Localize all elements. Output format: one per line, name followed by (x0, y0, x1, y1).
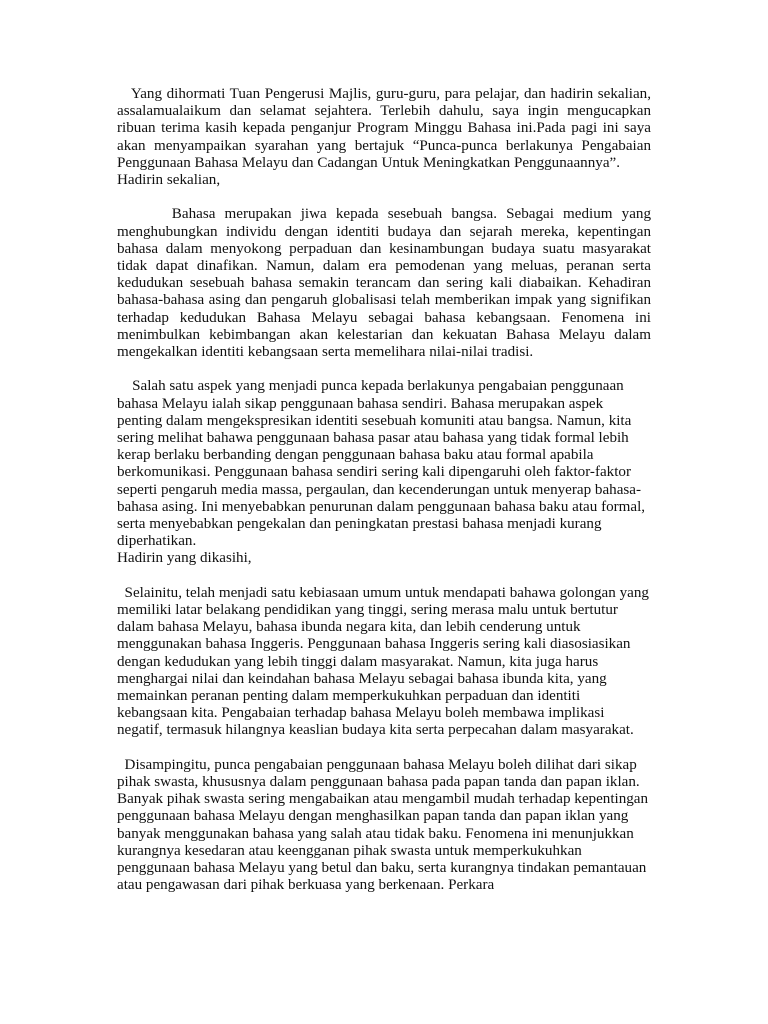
speech-text (117, 86, 651, 894)
opening-paragraph: Yang dihormati Tuan Pengerusi Majlis, guru-guru, para pelajar, dan hadirin sekalian, assalamualaikum dan selamat sejahtera. Terlebih dahulu, saya ingin mengucapkan ribuan terima kasih kepada penganjur Program Minggu Bahasa ini.Pada pagi ini saya akan menyampaikan syarahan yang bertajuk “Punca-punca berlakunya Pengabaian Penggunaan Bahasa Melayu dan Cadangan Untuk Meningkatkan Penggunaannya”. (117, 86, 651, 171)
salutation-hadirin-dikasihi: Hadirin yang dikasihi, (117, 550, 252, 567)
paragraph-pihak-swasta: Disampingitu, punca pengabaian penggunaan bahasa Melayu boleh dilihat dari sikap pihak swasta, khususnya dalam penggunaan bahasa pada papan tanda dan papan iklan. Banyak pihak swasta sering mengabaikan atau mengambil mudah terhadap kepentingan penggunaan bahasa Melayu dengan menghasilkan papan tanda dan papan iklan yang banyak menggunakan bahasa yang salah atau tidak baku. Fenomena ini menunjukkan kurangnya kesedaran atau keengganan pihak swasta untuk memperkukuhkan penggunaan bahasa Melayu yang betul dan baku, serta kurangnya tindakan pemantauan atau pengawasan dari pihak berkuasa yang berkenaan. Perkara (117, 756, 649, 894)
salutation-hadirin-sekalian: Hadirin sekalian, (117, 172, 221, 189)
paragraph-golongan-berpendidikan: Selainitu, telah menjadi satu kebiasaan umum untuk mendapati bahawa golongan yang memiliki latar belakang pendidikan yang tinggi, sering merasa malu untuk bertutur dalam bahasa Melayu, bahasa ibunda negara kita, dan lebih cenderung untuk menggunakan bahasa Inggeris. Penggunaan bahasa Inggeris sering kali diasosiasikan dengan kedudukan yang lebih tinggi dalam masyarakat. Namun, kita juga harus menghargai nilai dan keindahan bahasa Melayu sebagai bahasa ibunda kita, yang memainkan peranan penting dalam memperkukuhkan perpaduan dan identiti kebangsaan kita. Pengabaian terhadap bahasa Melayu boleh membawa implikasi negatif, termasuk hilangnya keaslian budaya kita serta perpecahan dalam masyarakat. (117, 584, 649, 739)
paragraph-sikap-penggunaan-bahasa: Salah satu aspek yang menjadi punca kepada berlakunya pengabaian penggunaan bahasa Melayu ialah sikap penggunaan bahasa sendiri. Bahasa merupakan aspek penting dalam mengekspresikan identiti sesebuah komuniti atau bangsa. Namun, kita sering melihat bahawa penggunaan bahasa pasar atau bahasa yang tidak formal lebih kerap berlaku berbanding dengan penggunaan bahasa baku atau formal apabila berkomunikasi. Penggunaan bahasa sendiri sering kali dipengaruhi oleh faktor-faktor seperti pengaruh media massa, pergaulan, dan kecenderungan untuk menyerap bahasa-bahasa asing. Ini menyebabkan penurunan dalam penggunaan bahasa baku atau formal, serta menyebabkan pengekalan dan peningkatan prestasi bahasa menjadi kurang diperhatikan. (117, 378, 646, 550)
paragraph-bahasa-jiwa-bangsa: Bahasa merupakan jiwa kepada sesebuah bangsa. Sebagai medium yang menghubungkan individu dengan identiti budaya dan sejarah mereka, kepentingan bahasa dalam menyokong perpaduan dan kesinambungan budaya suatu masyarakat tidak dapat dinafikan. Namun, dalam era pemodenan yang meluas, peranan serta kedudukan sesebuah bahasa semakin terancam dan sering kali diabaikan. Kehadiran bahasa-bahasa asing dan pengaruh globalisasi telah memberikan impak yang signifikan terhadap kedudukan Bahasa Melayu sebagai bahasa kebangsaan. Fenomena ini menimbulkan kebimbangan akan kelestarian dan kekuatan Bahasa Melayu dalam mengekalkan identiti kebangsaan serta memelihara nilai-nilai tradisi. (117, 206, 651, 361)
